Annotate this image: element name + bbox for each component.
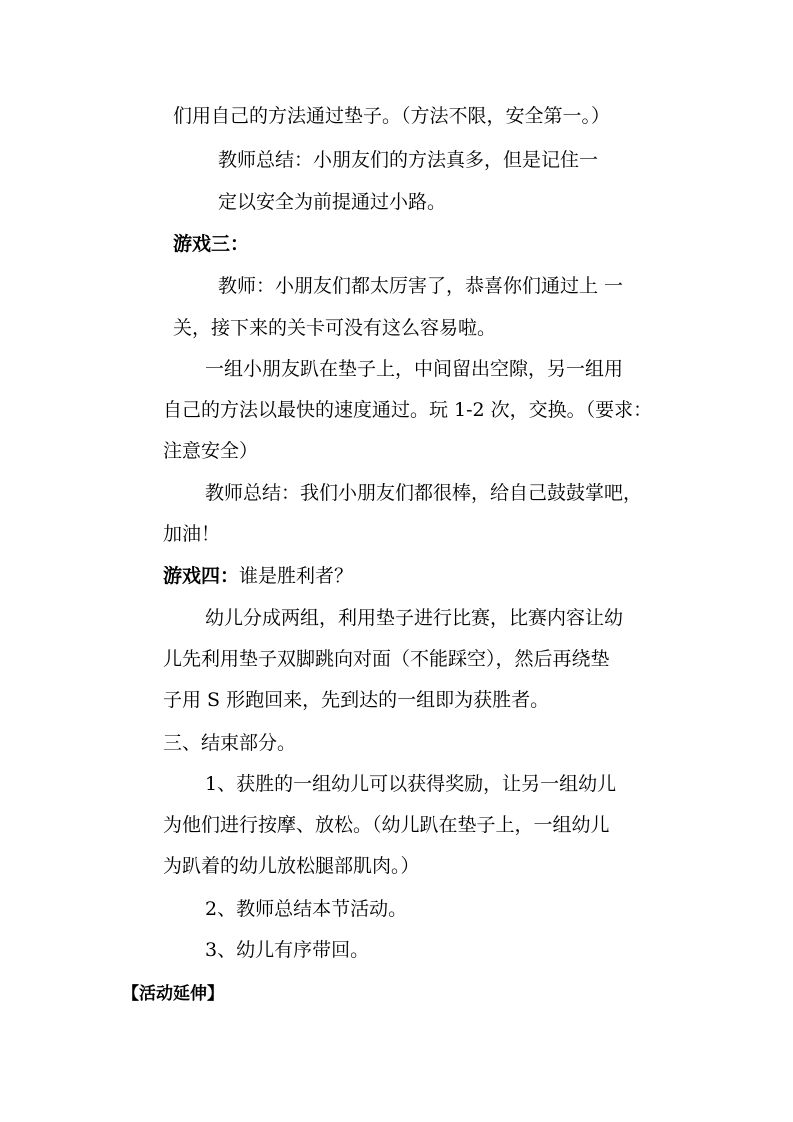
text-line: 一组小朋友趴在垫子上，中间留出空隙，另一组用	[205, 358, 624, 380]
text-line: 3、幼儿有序带回。	[205, 939, 370, 961]
section-heading: 【活动延伸】	[122, 984, 224, 1004]
text-line: 2、教师总结本节活动。	[205, 898, 408, 920]
section-title: 谁是胜利者？	[239, 565, 354, 587]
text-line: 们用自己的方法通过垫子。（方法不限，安全第一。）	[173, 105, 611, 127]
text-line: 教师总结：我们小朋友们都很棒，给自己鼓鼓掌吧，	[205, 482, 643, 504]
text-line: 定以安全为前提通过小路。	[218, 191, 447, 213]
text-line: 教师总结：小朋友们的方法真多，但是记住一	[218, 149, 599, 171]
text-line: 为趴着的幼儿放松腿部肌肉。）	[163, 855, 420, 877]
text-line: 教师：小朋友们都太厉害了，恭喜你们通过上 一	[218, 275, 624, 297]
text-line: 注意安全）	[163, 440, 259, 462]
text-line: 儿先利用垫子双脚跳向对面（不能踩空），然后再绕垫	[163, 648, 610, 670]
text-line: 自己的方法以最快的速度通过。玩 1-2 次，交换。（要求：	[163, 399, 653, 421]
text-line	[163, 563, 353, 589]
section-heading: 游戏四：	[163, 565, 240, 587]
section-heading: 游戏三：	[173, 233, 250, 255]
section-heading: 三、结束部分。	[163, 732, 297, 754]
text-line: 关，接下来的关卡可没有这么容易啦。	[173, 317, 497, 339]
text-line: 为他们进行按摩、放松。（幼儿趴在垫子上，一组幼儿	[163, 814, 610, 836]
text-line: 子用 S 形跑回来，先到达的一组即为获胜者。	[163, 689, 550, 711]
text-line: 幼儿分成两组，利用垫子进行比赛，比赛内容让幼	[205, 607, 624, 629]
text-line: 1、获胜的一组幼儿可以获得奖励，让另一组幼儿	[205, 773, 617, 795]
text-line: 加油！	[163, 523, 221, 545]
